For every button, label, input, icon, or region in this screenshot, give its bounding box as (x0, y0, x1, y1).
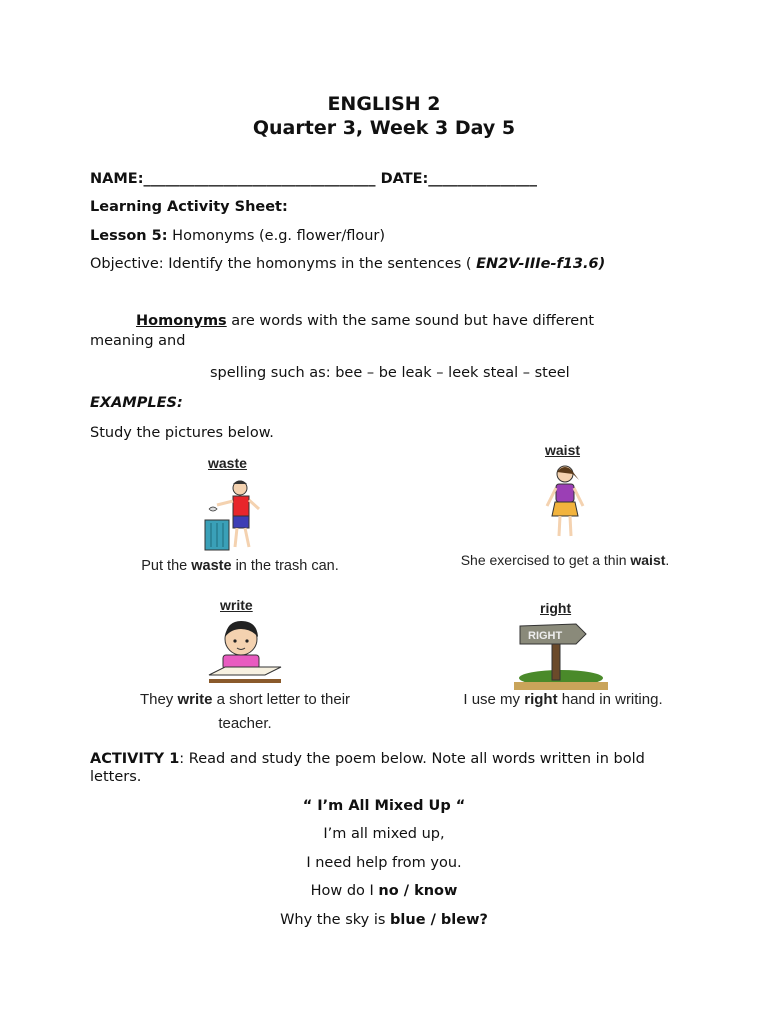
example-caption (428, 691, 698, 708)
activity-line-2: letters. (90, 769, 142, 785)
caption-bold: write (177, 691, 213, 708)
objective-line (90, 256, 605, 272)
examples-heading: EXAMPLES: (90, 395, 183, 411)
poem-line (0, 883, 768, 899)
example-word: write (220, 597, 253, 613)
activity-label: ACTIVITY 1 (90, 751, 180, 767)
name-label: NAME: (90, 171, 144, 187)
poem-line-bold: blue / blew? (390, 912, 488, 928)
example-card-waste (100, 455, 380, 580)
sign-text: RIGHT (528, 630, 563, 642)
definition-line (136, 313, 594, 329)
girl-exercise-illustration (535, 462, 595, 542)
date-blank: _______________ (428, 171, 538, 187)
example-caption-line-2: teacher. (218, 715, 272, 732)
example-card-waist (430, 440, 700, 575)
poem-line-text: Why the sky is (280, 912, 391, 928)
poem-line (0, 855, 768, 871)
poem-title: “ I’m All Mixed Up “ (302, 798, 466, 814)
caption-text: Put the (141, 558, 192, 574)
poem-line-text: I need help from you. (306, 855, 462, 871)
boy-writing-illustration (205, 617, 285, 685)
poem-line (0, 912, 768, 928)
example-caption (430, 552, 700, 568)
example-card-write (100, 597, 390, 737)
name-blank: ________________________________ (143, 171, 376, 187)
caption-text-end: hand in writing. (557, 691, 663, 708)
lesson-text: Homonyms (e.g. flower/flour) (167, 228, 386, 244)
objective-text: Objective: Identify the homonyms in the sentences ( (90, 256, 477, 272)
lesson-label: Lesson 5: (90, 228, 168, 244)
definition-text: are words with the same sound but have different (226, 313, 595, 329)
caption-bold: waist (630, 552, 666, 568)
poem-line-text: How do I (310, 883, 379, 899)
definition-line-3: spelling such as: bee – be leak – leek steal – steel (210, 365, 570, 381)
document-title: ENGLISH 2 (327, 93, 441, 115)
examples-instruction: Study the pictures below. (90, 425, 274, 441)
activity-line (90, 751, 645, 767)
caption-bold: waste (191, 558, 232, 574)
example-word: right (540, 600, 572, 616)
definition-line-2: meaning and (90, 333, 186, 349)
caption-text: I use my (463, 691, 525, 708)
example-caption (100, 691, 390, 708)
poem-line (0, 826, 768, 842)
example-word: waist (545, 442, 581, 458)
date-label: DATE: (380, 171, 429, 187)
caption-text: They (139, 691, 178, 708)
caption-text-end: a short letter to their (212, 691, 351, 708)
caption-bold: right (524, 691, 558, 708)
sheet-title: Learning Activity Sheet: (90, 199, 288, 215)
name-date-line (90, 171, 537, 187)
boy-trash-illustration (195, 475, 275, 555)
poem-line-bold: no / know (378, 883, 458, 899)
caption-text-end: . (665, 552, 670, 568)
activity-text: : Read and study the poem below. Note all words written in bold (179, 751, 645, 767)
caption-text-end: in the trash can. (231, 558, 339, 574)
lesson-line (90, 228, 385, 244)
objective-code: EN2V-IIIe-f13.6) (476, 256, 606, 272)
document-subtitle: Quarter 3, Week 3 Day 5 (252, 117, 516, 139)
caption-text: She exercised to get a thin (460, 552, 631, 568)
definition-term: Homonyms (136, 313, 227, 329)
example-caption (100, 558, 380, 574)
example-card-right (428, 598, 698, 718)
right-sign-illustration (514, 620, 608, 690)
poem-line-text: I’m all mixed up, (323, 826, 445, 842)
example-word: waste (208, 455, 247, 471)
